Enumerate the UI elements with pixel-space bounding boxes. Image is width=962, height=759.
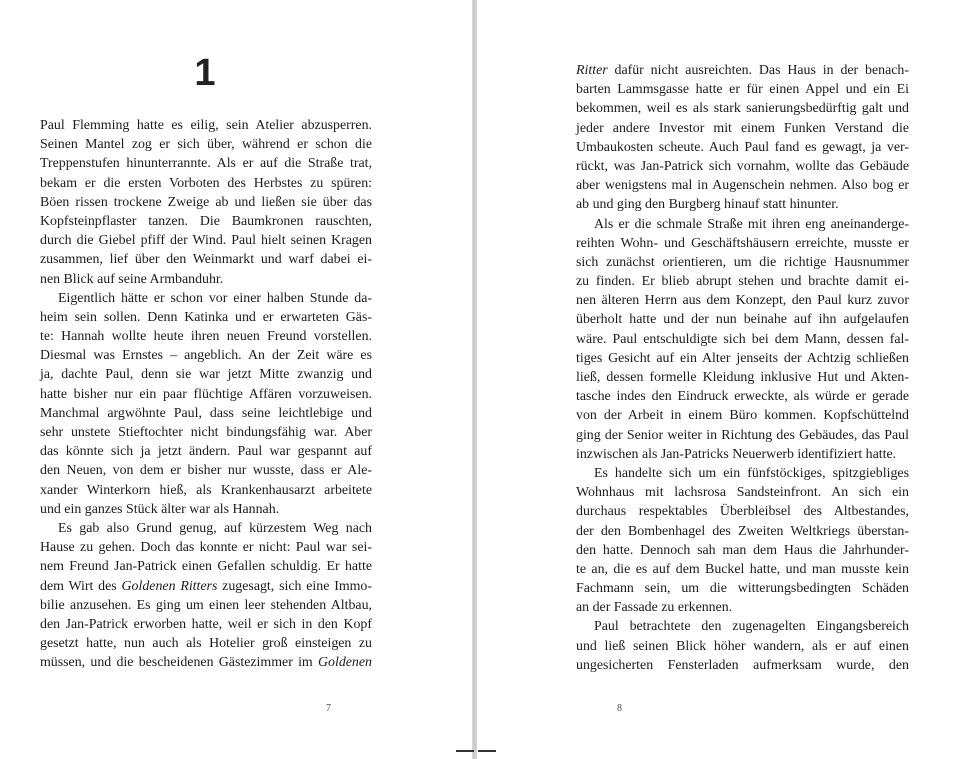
text-line: Es gab also Grund genug, auf kürzestem Weg nach xyxy=(58,520,372,536)
text-line: von der Arbeit in einem Büro kommen. Kopfschüttelnd xyxy=(576,408,909,424)
text-line: durch die Giebel pfiff der Wind. Paul hielt seinen Kragen xyxy=(40,233,372,249)
text-line: tiges Gesicht auf ein Alter jenseits der Achtzig schließen xyxy=(576,350,909,366)
text-line: Kopfsteinpflaster tanzen. Die Baumkronen rauschten, xyxy=(40,213,372,229)
text-line: das könnte sich ja jetzt ändern. Paul war gespannt auf xyxy=(40,444,372,460)
text-line: den hatte. Dennoch sah man dem Haus die Jahrhunder- xyxy=(576,542,909,558)
page-indicator-left[interactable] xyxy=(456,750,474,752)
text-line: Seinen Mantel zog er sich über, während er schon die xyxy=(40,137,372,153)
text-line: reihten Wohn- und Geschäftshäusern erreichte, musste er xyxy=(576,235,909,251)
text-line xyxy=(576,61,909,80)
chapter-number: 1 xyxy=(194,52,216,94)
right-page-text xyxy=(576,61,909,675)
left-page-text xyxy=(40,116,372,672)
text-line: Eigentlich hätte er schon vor einer halben Stunde da- xyxy=(58,290,372,306)
text-line: xander Winterkorn hieß, als Krankenhausarzt arbeitete xyxy=(40,482,372,498)
text-line: Wohnhaus mit lachsrosa Sandsteinfront. An sich ein xyxy=(576,485,909,501)
italic-title: Ritter xyxy=(576,63,608,78)
text-line: gesetzt hatte, nun auch als Hotelier groß einsteigen zu xyxy=(40,636,372,652)
text-line: Paul betrachtete den zugenagelten Eingangsbereich xyxy=(594,619,909,635)
text-line: zu finden. Er blieb abrupt stehen und brachte damit ei- xyxy=(576,274,909,290)
text-line: jeder andere Investor mit einem Funken Verstand die xyxy=(576,120,909,136)
text-line: Treppenstufen hinunterrannte. Als er auf die Straße trat, xyxy=(40,156,372,172)
text-line: ab und ging den Burgberg hinauf statt hinunter. xyxy=(576,197,839,213)
right-page xyxy=(477,0,962,759)
text-line: Als er die schmale Straße mit ihren eng aneinanderge- xyxy=(594,216,909,232)
text-line: an der Fassade zu erkennen. xyxy=(576,600,733,616)
left-page xyxy=(0,0,472,759)
italic-title: Goldenen xyxy=(317,655,372,671)
text-line: Umbaukosten scheute. Auch Paul fand es gewagt, ja ver- xyxy=(576,139,909,155)
text-line: Fachmann sein, um die witterungsbedingten Schäden xyxy=(576,581,909,597)
line-segment: müssen, und die bescheidenen Gästezimmer im xyxy=(40,655,318,671)
text-line: te an, die es auf dem Buckel hatte, und man musste kein xyxy=(576,561,909,577)
text-line: tasche indes den Eindruck erweckte, als würde er gerade xyxy=(576,389,909,405)
text-line: ja, dachte Paul, denn sie war jetzt Mitte zwanzig und xyxy=(40,367,372,383)
line-segment: dem Wirt des xyxy=(40,578,122,594)
text-line: heim sein sollen. Denn Katinka und er erwarteten Gäs- xyxy=(40,309,372,325)
text-line: der den Bombenhagel des Zweiten Weltkriegs überstan- xyxy=(576,523,909,539)
text-line: Böen rissen trockene Zweige ab und ließen sie über das xyxy=(40,194,372,210)
text-line: wäre. Paul entschuldigte sich bei dem Mann, dessen fal- xyxy=(576,331,909,347)
text-line: barten Lammsgasse hatte er für einen Appel und ein Ei xyxy=(576,82,909,98)
text-line: Diesmal was Ernstes – angeblich. An der Zeit wäre es xyxy=(40,348,372,364)
line-segment: zugesagt, sich eine Immo- xyxy=(217,578,373,594)
text-line: überholt hatte und der nun beinahe auf ihn aufgelaufen xyxy=(576,312,909,328)
text-line: ungesicherten Fensterladen aufmerksam wurde, den xyxy=(576,657,909,673)
text-line: und ein ganzes Stück älter war als Hannah. xyxy=(40,501,280,517)
text-line: nen älteren Herrn aus dem Konzept, den Paul kurz zuvor xyxy=(576,293,909,309)
page-indicator-right[interactable] xyxy=(478,750,496,752)
text-line: Hause zu gehen. Doch das konnte er nicht: Paul war sei- xyxy=(40,540,372,556)
text-line: bekommen, weil es als stark sanierungsbedürftig galt und xyxy=(576,101,909,117)
text-line: sehr unstete Stieftochter nicht bindungsfähig war. Aber xyxy=(40,425,372,440)
text-line: hatte bisher nur ein paar flüchtige Affären vorzuweisen. xyxy=(40,386,372,402)
text-line: nen Blick auf seine Armbanduhr. xyxy=(40,271,224,287)
text-line: te: Hannah wollte heute ihren neuen Freund vorstellen. xyxy=(40,329,372,345)
page-number-left: 7 xyxy=(326,703,331,714)
text-line: den Neuen, von dem er bisher nur wusste, dass er Ale- xyxy=(40,463,372,479)
text-line: aber wenigstens mal in Augenschein nehmen. Also bog er xyxy=(576,178,909,194)
italic-title: Goldenen Ritters xyxy=(121,578,218,594)
text-line xyxy=(40,653,372,672)
text-line: durchaus respektables Überbleibsel des Altbestandes, xyxy=(576,504,909,520)
text-line: Paul Flemming hatte es eilig, sein Atelier abzusperren. xyxy=(40,118,372,133)
text-line: bilie anzusehen. Es ging um einen leer stehenden Altbau, xyxy=(40,597,372,613)
text-line: und ließ seinen Blick höher wandern, als er auf einen xyxy=(576,638,909,654)
text-line: den Jan-Patrick erworben hatte, weil er sich in den Kopf xyxy=(40,616,372,632)
text-line: Es handelte sich um ein fünfstöckiges, spitzgiebliges xyxy=(594,465,909,481)
text-line: zusammen, lief über den Weinmarkt und warf dabei ei- xyxy=(40,252,372,268)
text-line: nem Freund Jan-Patrick einen Gefallen schuldig. Er hatte xyxy=(40,559,372,575)
text-line: Manchmal argwöhnte Paul, dass seine leichtlebige und xyxy=(40,405,372,421)
line-segment: dafür nicht ausreichten. Das Haus in der benach- xyxy=(607,63,909,78)
text-line: ließ, dessen formelle Kleidung inklusive Hut und Akten- xyxy=(576,370,909,385)
text-line xyxy=(40,577,372,596)
text-line: sich zunächst orientieren, um die richtige Hausnummer xyxy=(576,254,909,270)
page-number-right: 8 xyxy=(617,703,622,714)
text-line: rückt, was Jan-Patrick sich vornahm, wollte das Gebäude xyxy=(576,158,909,174)
text-line: inzwischen als Jan-Patricks Neuerwerb identifiziert hatte. xyxy=(576,446,897,462)
text-line: bekam er die ersten Vorboten des Herbstes zu spüren: xyxy=(40,175,372,191)
text-line: ging der Senior weiter in Richtung des Gebäudes, das Paul xyxy=(576,427,909,443)
